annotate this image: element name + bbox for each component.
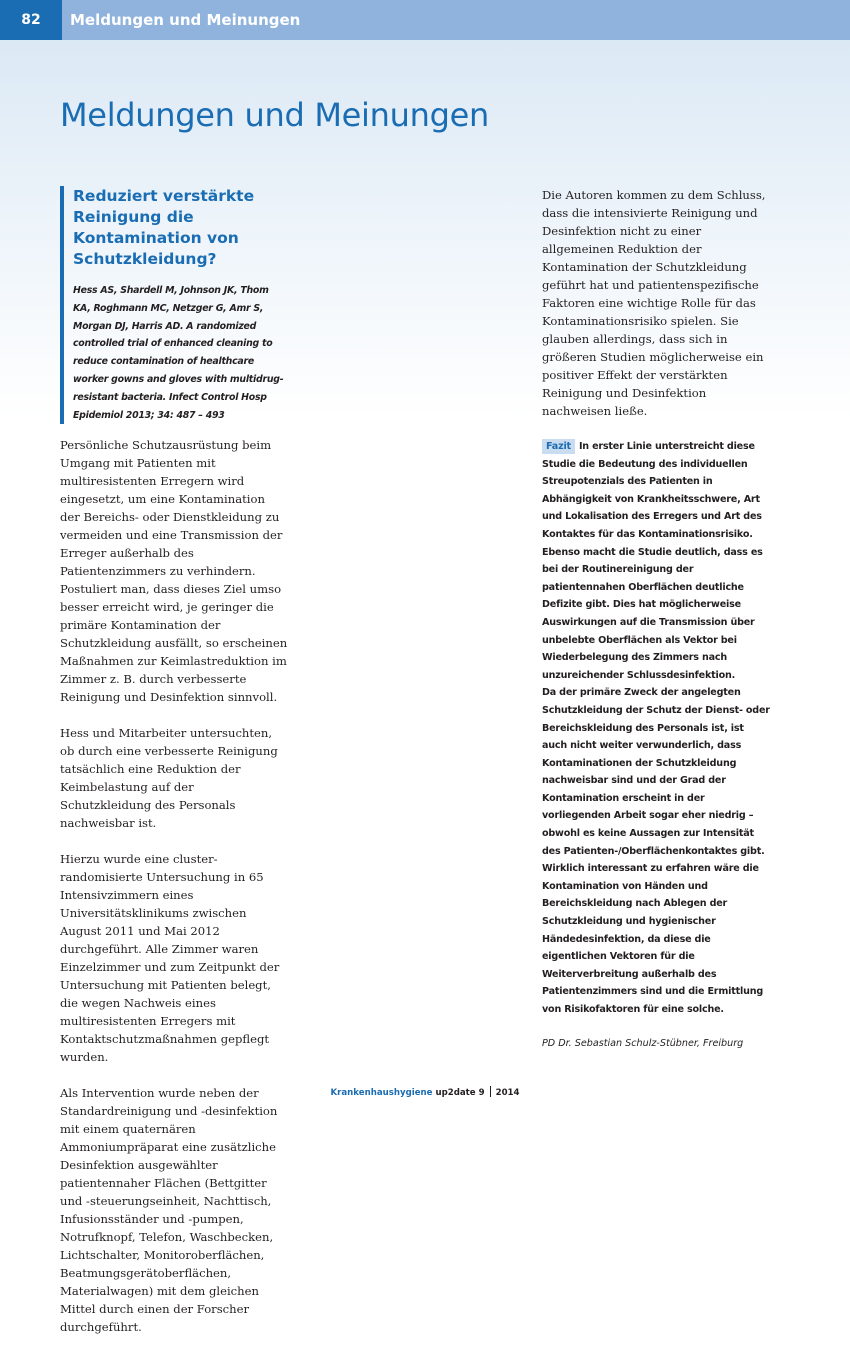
column-1 — [60, 186, 288, 1354]
footer-edition: up2date 9 — [435, 1088, 485, 1098]
fazit-label: Fazit — [542, 439, 575, 454]
fazit-paragraph-1 — [542, 438, 770, 684]
fazit-paragraph-2: Da der primäre Zweck der angelegten Schutzkleidung der Schutz der Dienst- oder Bereichskleidung des Personals ist, ist auch nicht weiter verwunderlich, dass Kontaminationen der Schutzkleidung nachweisbar sind und der Grad der Kontamination erscheint in der vorliegenden Arbeit sogar eher niedrig – obwohl es keine Aussagen zur Intensität des Patienten-/Oberflächenkontaktes gibt. Wirklich interessant zu erfahren wäre die Kontamination von Händen und Bereichskleidung nach Ablegen der Schutzkleidung und hygienischer Händedesinfektion, da diese die eigentlichen Vektoren für die Weiterverbreitung außerhalb des Patientenzimmers sind und die Ermittlung von Risikofaktoren für eine solche. — [542, 687, 770, 1015]
paragraph: Die Autoren kommen zu dem Schluss, dass die intensivierte Reinigung und Desinfektion nicht zu einer allgemeinen Reduktion der Kontamination der Schutzkleidung geführt hat und patientenspezifische Faktoren eine wichtige Rolle für das Kontaminationsrisiko spielen. Sie glauben allerdings, dass sich in größeren Studien möglicherweise ein positiver Effekt der verstärkten Reinigung und Desinfektion nachweisen ließe. — [542, 188, 766, 418]
article-title: Reduziert verstärkte Reinigung die Kontamination von Schutzkleidung? — [73, 187, 255, 268]
paragraph: Als Intervention wurde neben der Standardreinigung und -desinfektion mit einem quaternären Ammoniumpräparat eine zusätzliche Desinfektion ausgewählter patientennaher Flächen (Bettgitter und -steuerungseinheit, Nachttisch, Infusionsständer und -pumpen, Notrufknopf, Telefon, Waschbecken, Lichtschalter, Monitoroberflächen, Beatmungsgerätoberflächen, Materialwagen) mit dem gleichen Mittel durch einen der Forscher durchgeführt. — [60, 1086, 278, 1335]
citation: Hess AS, Shardell M, Johnson JK, Thom KA, Roghmann MC, Netzger G, Amr S, Morgan DJ, Harris AD. A randomized controlled trial of enhanced cleaning to reduce contamination of healthcare worker gowns and gloves with multidrug-resistant bacteria. Infect Control Hosp Epidemiol 2013; 34: 487 – 493 — [73, 285, 284, 421]
paragraph: Hierzu wurde eine cluster-randomisierte Untersuchung in 65 Intensivzimmern eines Universitätsklinikums zwischen August 2011 und Mai 2012 durchgeführt. Alle Zimmer waren Einzelzimmer und zum Zeitpunkt der Untersuchung mit Patienten belegt, die wegen Nachweis eines multiresistenten Erregers mit Kontaktschutzmaßnahmen gepflegt wurden. — [60, 852, 280, 1065]
column-3 — [542, 186, 770, 1052]
page-footer — [0, 1086, 850, 1098]
author: PD Dr. Sebastian Schulz-Stübner, Freiburg — [542, 1037, 744, 1049]
fazit-text: In erster Linie unterstreicht diese Studie die Bedeutung des individuellen Streupotenzials des Patienten in Abhängigkeit von Krankheitsschwere, Art und Lokalisation des Erregers und Art des Kontaktes für das Kontaminationsrisiko. Ebenso macht die Studie deutlich, dass es bei der Routinereinigung der patientennahen Oberflächen deutliche Defizite gibt. Dies hat möglicherweise Auswirkungen auf die Transmission über unbelebte Oberflächen als Vektor bei Wiederbelegung des Zimmers nach unzureichender Schlussdesinfektion. — [542, 441, 763, 681]
running-header — [0, 0, 850, 40]
page-number: 82 — [0, 0, 62, 40]
paragraph: Hess und Mitarbeiter untersuchten, ob durch eine verbesserte Reinigung tatsächlich eine Reduktion der Keimbelastung auf der Schutzkleidung des Personals nachweisbar ist. — [60, 726, 278, 831]
section-label: Meldungen und Meinungen — [70, 11, 301, 29]
article-header — [60, 186, 288, 424]
page-title: Meldungen und Meinungen — [60, 96, 489, 134]
footer-year: 2014 — [495, 1088, 520, 1098]
footer-journal: Krankenhaushygiene — [330, 1088, 433, 1098]
fazit-box — [542, 438, 770, 1019]
paragraph: Persönliche Schutzausrüstung beim Umgang mit Patienten mit multiresistenten Erregern wird eingesetzt, um eine Kontamination der Bereichs- oder Dienstkleidung zu vermeiden und eine Transmission der Erreger außerhalb des Patientenzimmers zu verhindern. Postuliert man, dass dieses Ziel umso besser erreicht wird, je geringer die primäre Kontamination der Schutzkleidung ausfällt, so erscheinen Maßnahmen zur Keimlastreduktion im Zimmer z. B. durch verbesserte Reinigung und Desinfektion sinnvoll. — [60, 438, 288, 705]
footer-separator — [490, 1086, 491, 1097]
